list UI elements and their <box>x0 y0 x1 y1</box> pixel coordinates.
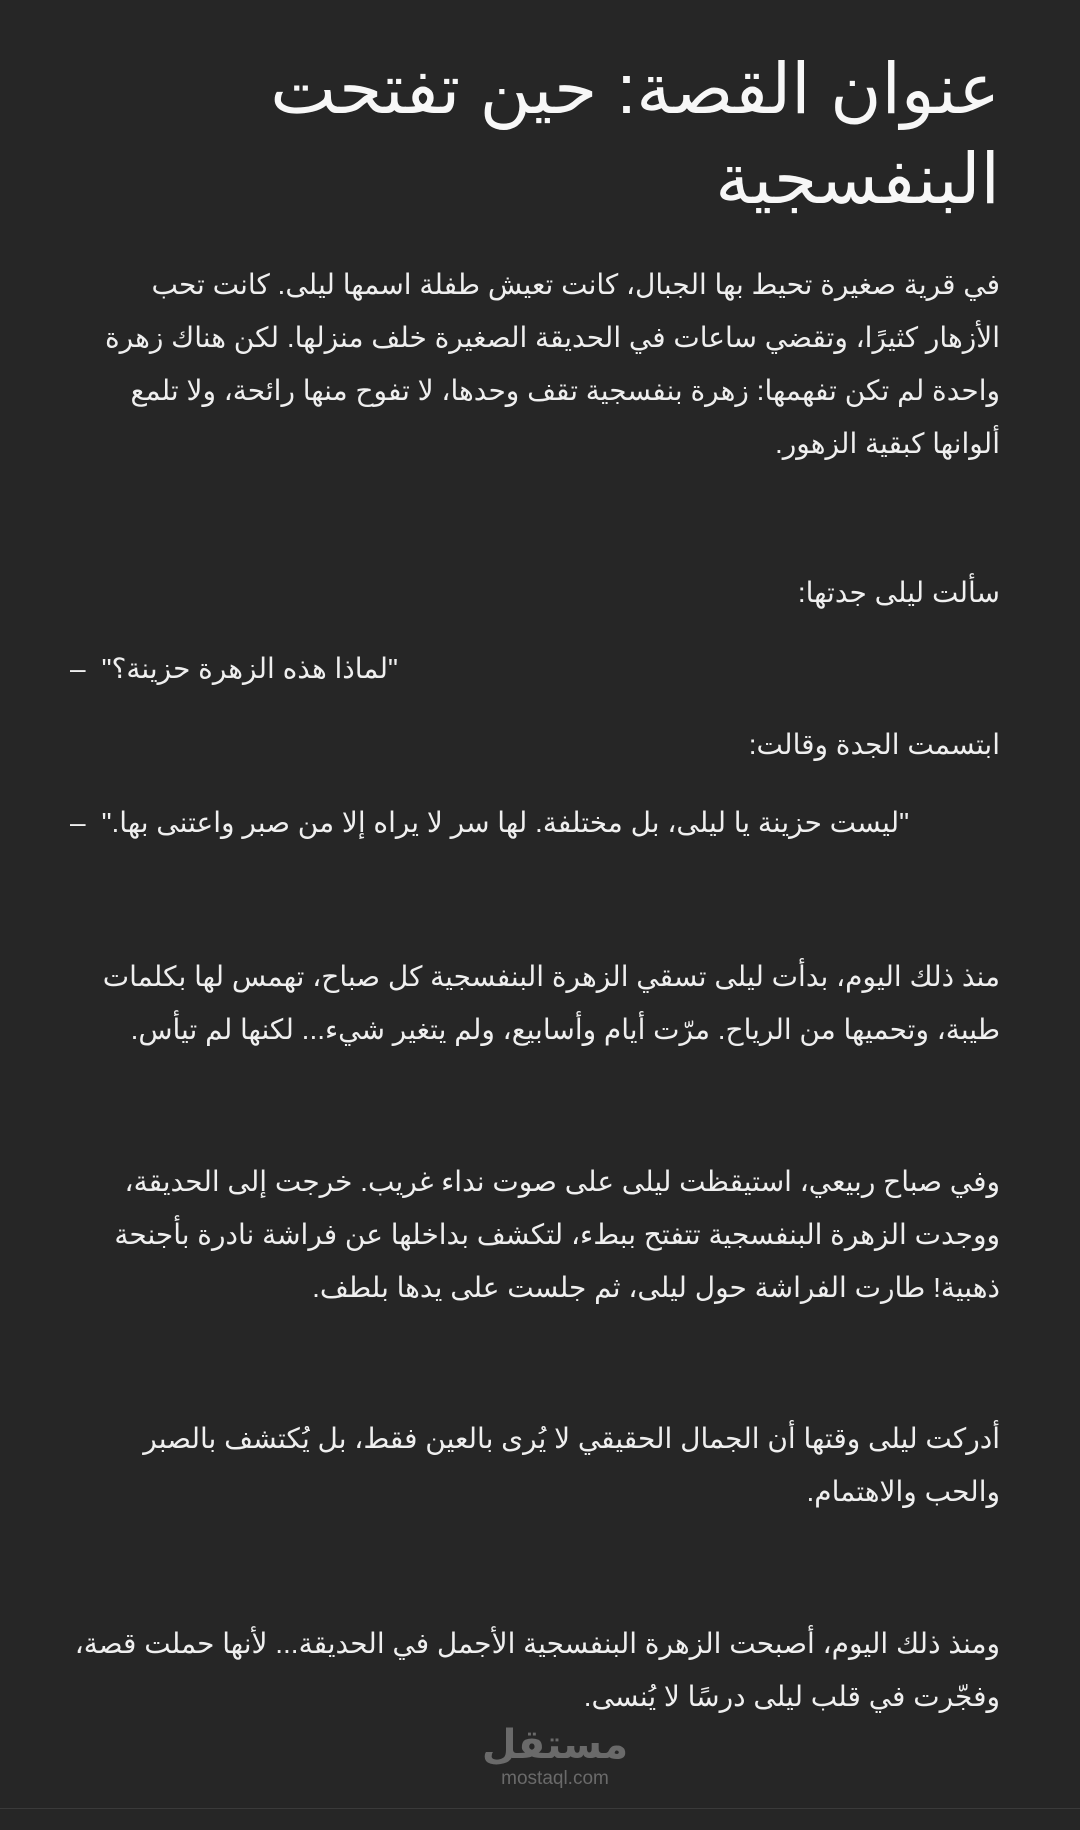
dialogue-answer <box>70 796 1000 849</box>
paragraph-spring: وفي صباح ربيعي، استيقظت ليلى على صوت نداء غريب. خرجت إلى الحديقة، ووجدت الزهرة البنفسجية تتفتح ببطء، لتكشف بداخلها عن فراشة نادرة بأجنحة ذهبية! طارت الفراشة حول ليلى، ثم جلست على يدها بلطف. <box>114 1166 1000 1303</box>
dialogue-answer-text: "ليست حزينة يا ليلى، بل مختلفة. لها سر لا يراه إلا من صبر واعتنى بها." <box>101 807 910 838</box>
watermark-site: mostaql.com <box>501 1768 609 1789</box>
paragraph-ending: ومنذ ذلك اليوم، أصبحت الزهرة البنفسجية الأجمل في الحديقة... لأنها حملت قصة، وفجّرت في قلب ليلى درسًا لا يُنسى. <box>74 1628 1000 1712</box>
dialogue-dash: – <box>70 653 86 684</box>
bottom-divider <box>0 1808 1080 1809</box>
dialogue-question-text: "لماذا هذه الزهرة حزينة؟" <box>101 653 398 684</box>
narration-smiled: ابتسمت الجدة وقالت: <box>748 729 1000 760</box>
paragraph-intro: في قرية صغيرة تحيط بها الجبال، كانت تعيش طفلة اسمها ليلى. كانت تحب الأزهار كثيرًا، وتقضي ساعات في الحديقة الصغيرة خلف منزلها. لكن هناك زهرة واحدة لم تكن تفهمها: زهرة بنفسجية تقف وحدها، لا تفوح منها رائحة، ولا تلمع ألوانها كبقية الزهور. <box>104 269 1000 459</box>
watermark-logo: مستقل <box>481 1722 629 1768</box>
story-title: عنوان القصة: حين تفتحت البنفسجية <box>270 50 1000 218</box>
paragraph-realization: أدركت ليلى وقتها أن الجمال الحقيقي لا يُرى بالعين فقط، بل يُكتشف بالصبر والحب والاهتمام. <box>143 1423 1000 1507</box>
paragraph-care: منذ ذلك اليوم، بدأت ليلى تسقي الزهرة البنفسجية كل صباح، تهمس لها بكلمات طيبة، وتحميها من الرياح. مرّت أيام وأسابيع، ولم يتغير شيء... لكنها لم تيأس. <box>102 961 1000 1045</box>
mostaql-watermark <box>460 1722 650 1790</box>
dialogue-question <box>70 642 1000 695</box>
dialogue-dash: – <box>70 807 86 838</box>
narration-asked: سألت ليلى جدتها: <box>797 577 1000 608</box>
